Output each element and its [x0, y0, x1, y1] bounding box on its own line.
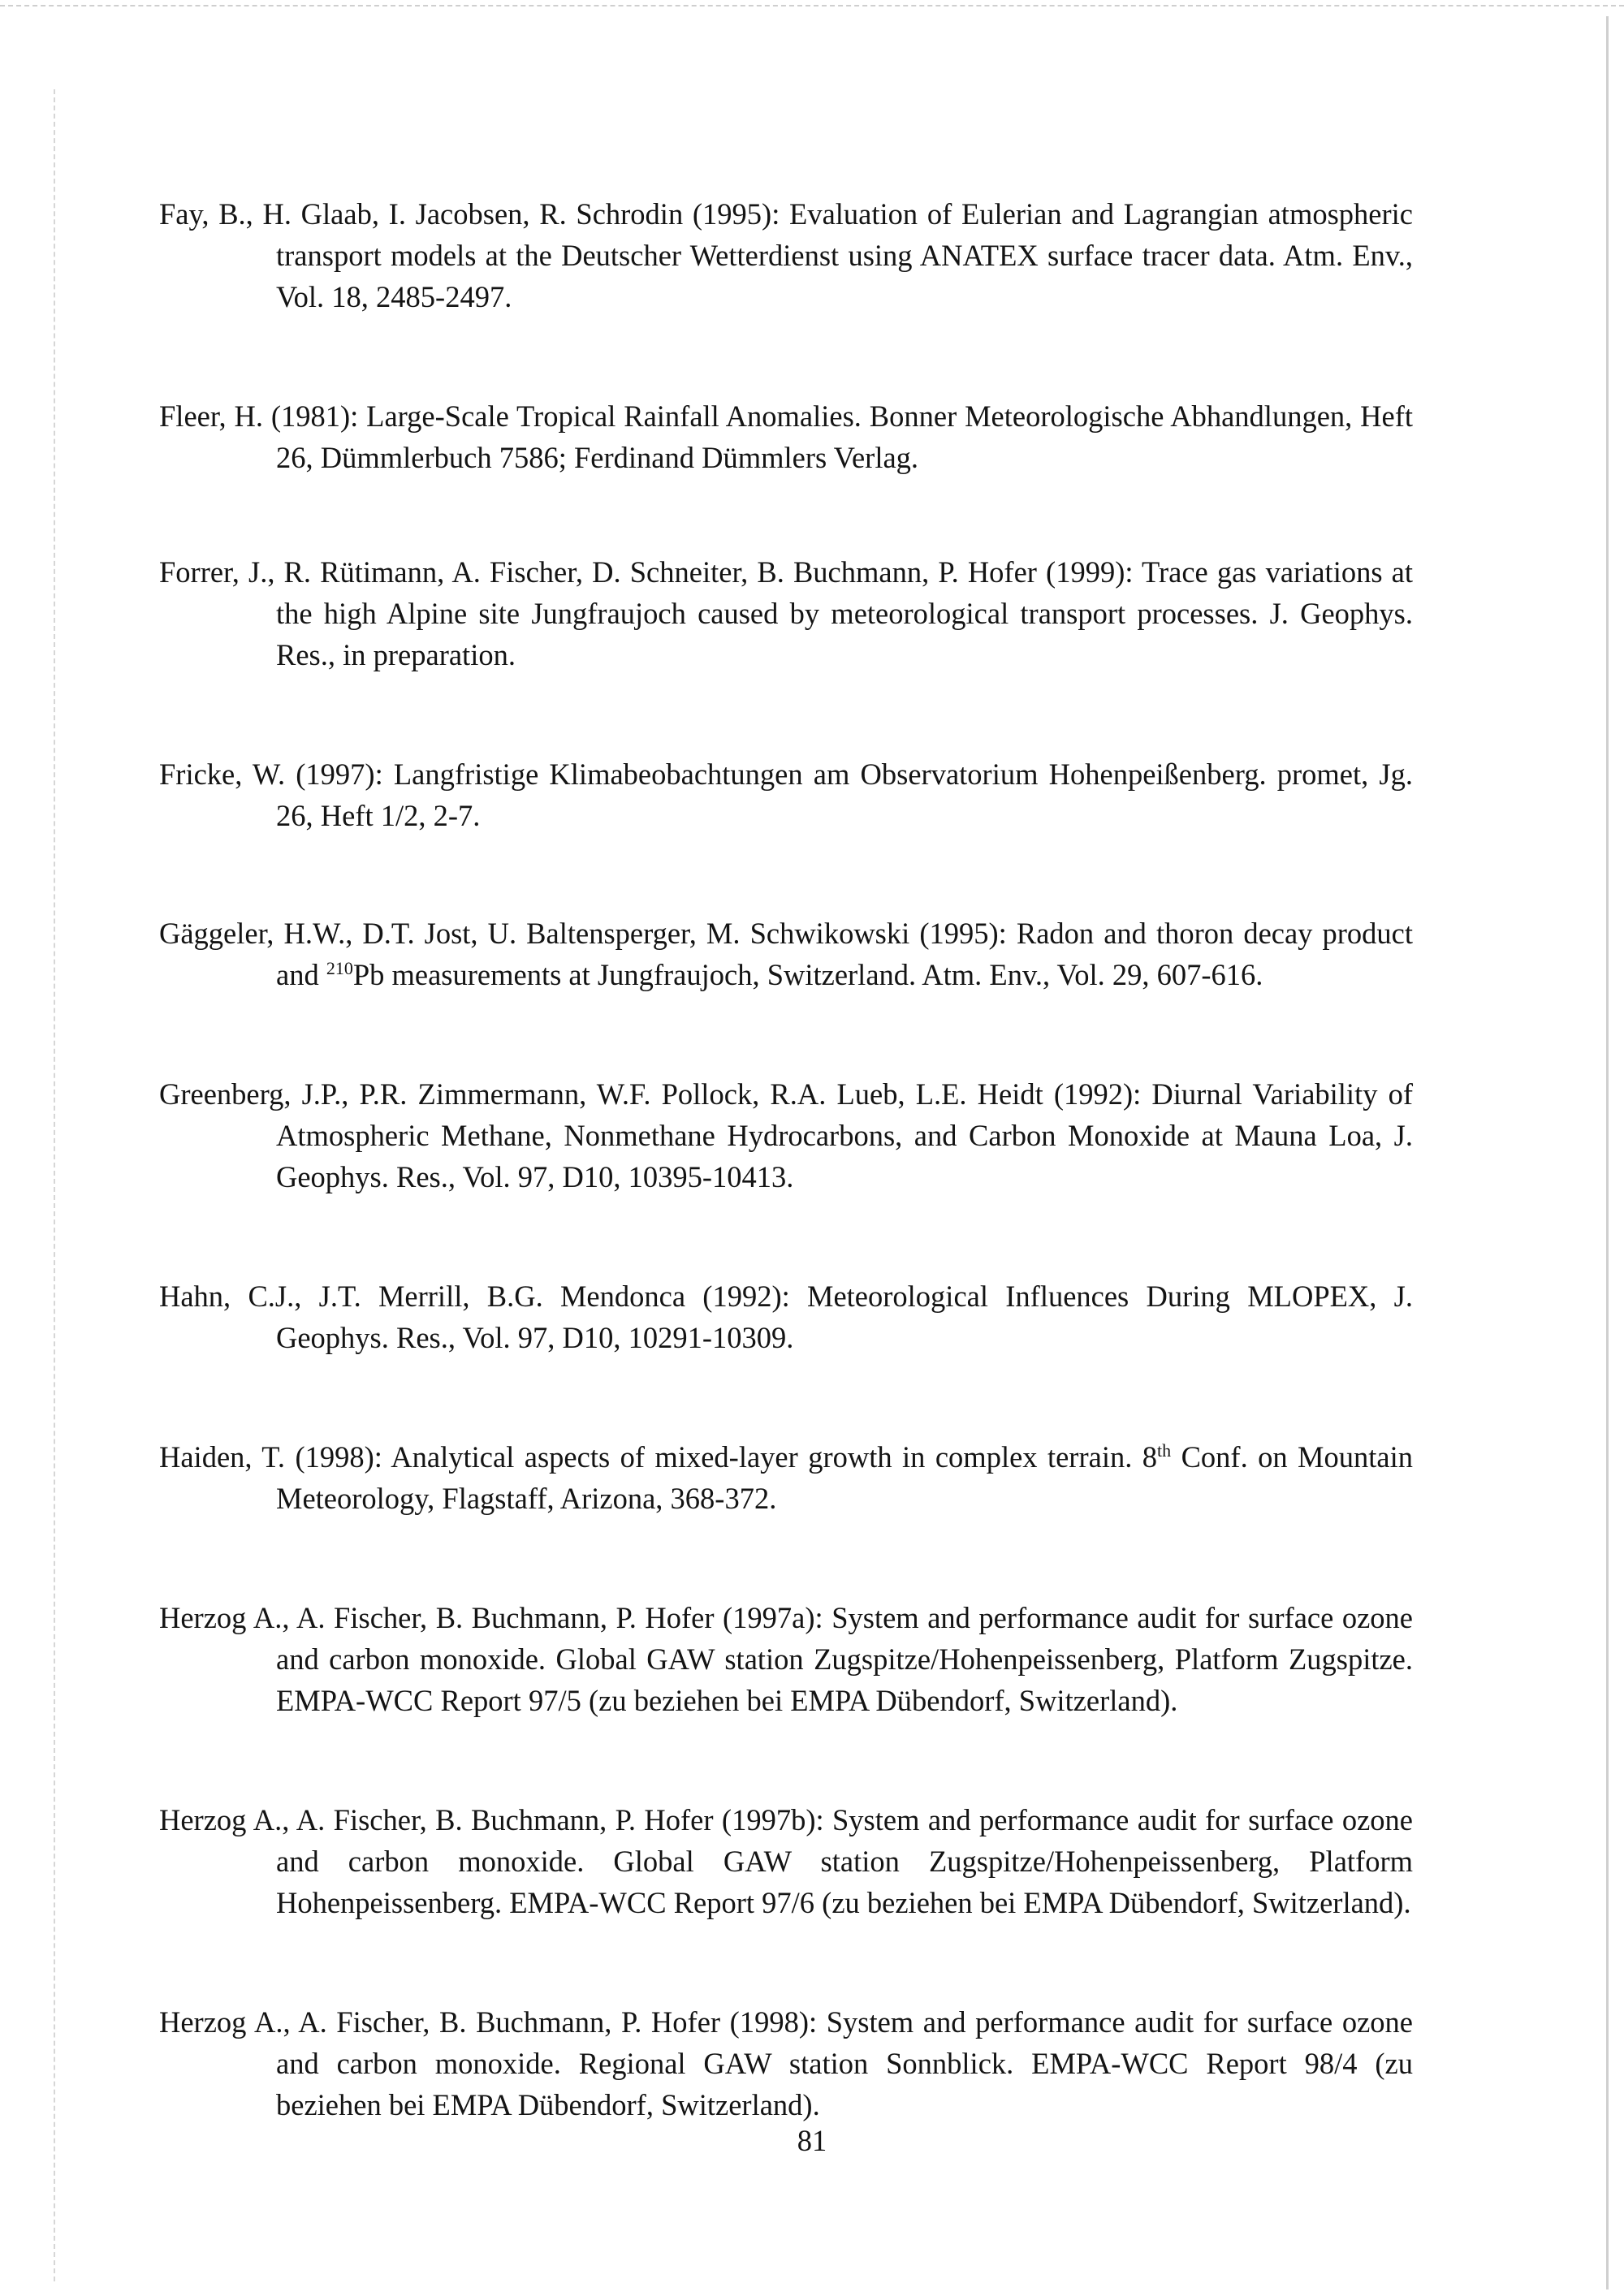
- reference-text: Pb measurements at Jungfraujoch, Switzerland. Atm. Env., Vol. 29, 607-616.: [352, 958, 1263, 991]
- reference-text: Haiden, T. (1998): Analytical aspects of mixed-layer growth in complex terrain. 8: [159, 1440, 1158, 1474]
- reference-entry-greenberg-1992: Greenberg, J.P., P.R. Zimmermann, W.F. Pollock, R.A. Lueb, L.E. Heidt (1992): Diurnal Variability of Atmospheric Methane, Nonmethane Hydrocarbons, and Carbon Monoxide at Mauna Loa, J. Geophys. Res., Vol. 97, D10, 10395-10413.: [159, 1077, 1413, 1193]
- reference-entry-haiden-1998: [159, 1436, 1413, 1519]
- superscript-isotope: 210: [326, 957, 353, 978]
- reference-entry-hahn-1992: Hahn, C.J., J.T. Merrill, B.G. Mendonca (1992): Meteorological Influences During MLOPEX, J. Geophys. Res., Vol. 97, D10, 10291-10309.: [159, 1280, 1413, 1354]
- reference-text: Gäggeler, H.W., D.T. Jost, U. Baltensperger, M. Schwikowski (1995): Radon and thoron decay product and: [159, 917, 1413, 991]
- page-number: 81: [797, 2124, 827, 2157]
- reference-entry-herzog-1997a: Herzog A., A. Fischer, B. Buchmann, P. Hofer (1997a): System and performance audit for surface ozone and carbon monoxide. Global GAW station Zugspitze/Hohenpeissenberg, Platform Zugspitze. EMPA-WCC Report 97/5 (zu beziehen bei EMPA Dübendorf, Switzerland).: [159, 1601, 1413, 1717]
- reference-entry-forrer-1999: Forrer, J., R. Rütimann, A. Fischer, D. Schneiter, B. Buchmann, P. Hofer (1999): Trace gas variations at the high Alpine site Jungfraujoch caused by meteorological transport processes. J. Geophys. Res., in preparation.: [159, 555, 1413, 671]
- reference-entry-fricke-1997: Fricke, W. (1997): Langfristige Klimabeobachtungen am Observatorium Hohenpeißenberg. promet, Jg. 26, Heft 1/2, 2-7.: [159, 757, 1413, 832]
- reference-entry-herzog-1998: Herzog A., A. Fischer, B. Buchmann, P. Hofer (1998): System and performance audit for surface ozone and carbon monoxide. Regional GAW station Sonnblick. EMPA-WCC Report 98/4 (zu beziehen bei EMPA Dübendorf, Switzerland).: [159, 2005, 1413, 2121]
- superscript-ordinal: th: [1157, 1439, 1172, 1461]
- scan-border-top: [0, 5, 1624, 6]
- reference-entry-gaeggeler-1995: [159, 913, 1413, 995]
- reference-entry-fay-1995: Fay, B., H. Glaab, I. Jacobsen, R. Schrodin (1995): Evaluation of Eulerian and Lagrangian atmospheric transport models at the Deutscher Wetterdienst using ANATEX surface tracer data. Atm. Env., Vol. 18, 2485-2497.: [159, 197, 1413, 313]
- reference-entry-herzog-1997b: Herzog A., A. Fischer, B. Buchmann, P. Hofer (1997b): System and performance audit for surface ozone and carbon monoxide. Global GAW station Zugspitze/Hohenpeissenberg, Platform Hohenpeissenberg. EMPA-WCC Report 97/6 (zu beziehen bei EMPA Dübendorf, Switzerland).: [159, 1803, 1413, 1919]
- scan-border-left: [54, 89, 55, 2281]
- scan-border-right: [1606, 16, 1609, 2290]
- reference-entry-fleer-1981: Fleer, H. (1981): Large-Scale Tropical Rainfall Anomalies. Bonner Meteorologische Abhandlungen, Heft 26, Dümmlerbuch 7586; Ferdinand Dümmlers Verlag.: [159, 399, 1413, 474]
- reference-text: Conf. on Mountain Meteorology, Flagstaff, Arizona, 368-372.: [276, 1440, 1413, 1515]
- reference-list: [159, 193, 1413, 2126]
